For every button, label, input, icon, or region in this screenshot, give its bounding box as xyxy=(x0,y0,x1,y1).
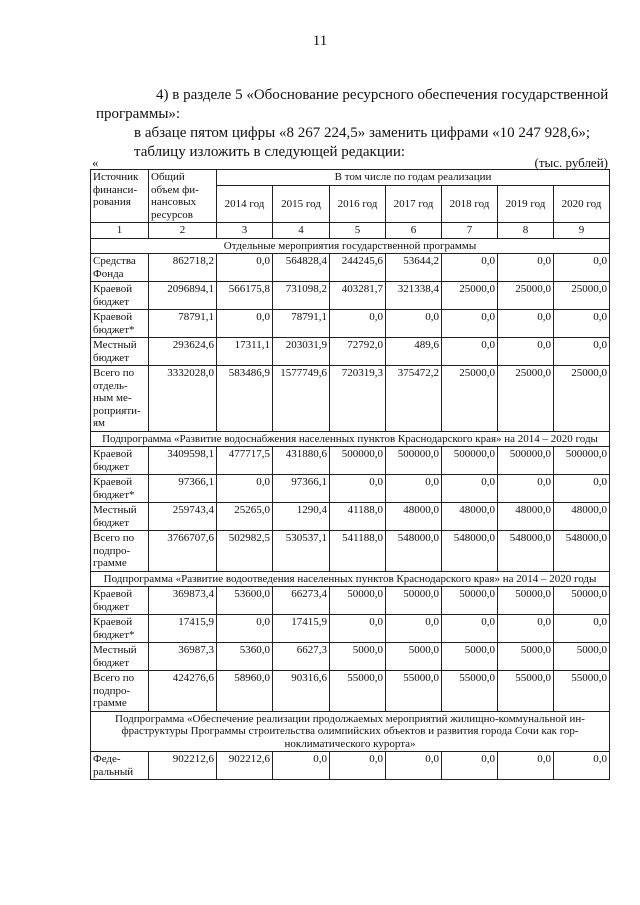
cell-year-value: 500000,0 xyxy=(330,447,386,475)
row-label: Краевой бюджет xyxy=(91,447,149,475)
cell-year-value: 55000,0 xyxy=(554,671,610,712)
header-year: 2020 год xyxy=(554,186,610,223)
cell-year-value: 5000,0 xyxy=(442,643,498,671)
cell-year-value: 53600,0 xyxy=(217,587,273,615)
row-label: Краевой бюджет xyxy=(91,282,149,310)
cell-year-value: 0,0 xyxy=(554,254,610,282)
row-label: Местный бюджет xyxy=(91,503,149,531)
header-year: 2015 год xyxy=(273,186,330,223)
column-number: 6 xyxy=(386,223,442,239)
cell-year-value: 25000,0 xyxy=(554,282,610,310)
table-body xyxy=(91,238,610,780)
cell-year-value: 66273,4 xyxy=(273,587,330,615)
column-number: 3 xyxy=(217,223,273,239)
cell-year-value: 55000,0 xyxy=(330,671,386,712)
intro-line-4: таблицу изложить в следующей редакции: xyxy=(134,144,406,160)
cell-year-value: 48000,0 xyxy=(498,503,554,531)
cell-year-value: 5000,0 xyxy=(498,643,554,671)
cell-year-value: 5000,0 xyxy=(330,643,386,671)
cell-year-value: 0,0 xyxy=(498,310,554,338)
cell-year-value: 0,0 xyxy=(330,752,386,780)
cell-total: 36987,3 xyxy=(149,643,217,671)
cell-year-value: 720319,3 xyxy=(330,366,386,432)
cell-year-value: 500000,0 xyxy=(498,447,554,475)
cell-year-value: 902212,6 xyxy=(217,752,273,780)
cell-total: 3332028,0 xyxy=(149,366,217,432)
table-row xyxy=(91,643,610,671)
cell-year-value: 500000,0 xyxy=(554,447,610,475)
table-row xyxy=(91,366,610,432)
cell-year-value: 5000,0 xyxy=(386,643,442,671)
cell-year-value: 72792,0 xyxy=(330,338,386,366)
cell-year-value: 55000,0 xyxy=(442,671,498,712)
cell-year-value: 25000,0 xyxy=(442,366,498,432)
row-label: Краевой бюджет* xyxy=(91,475,149,503)
table-row xyxy=(91,254,610,282)
table-row xyxy=(91,503,610,531)
cell-year-value: 566175,8 xyxy=(217,282,273,310)
cell-year-value: 0,0 xyxy=(442,254,498,282)
table-row xyxy=(91,615,610,643)
cell-year-value: 0,0 xyxy=(498,475,554,503)
header-year: 2016 год xyxy=(330,186,386,223)
cell-year-value: 6627,3 xyxy=(273,643,330,671)
header-year: 2018 год xyxy=(442,186,498,223)
cell-year-value: 41188,0 xyxy=(330,503,386,531)
cell-year-value: 0,0 xyxy=(330,310,386,338)
row-label: Феде-ральный xyxy=(91,752,149,780)
page-number: 11 xyxy=(312,33,328,49)
cell-year-value: 203031,9 xyxy=(273,338,330,366)
cell-year-value: 731098,2 xyxy=(273,282,330,310)
cell-year-value: 0,0 xyxy=(217,615,273,643)
cell-year-value: 50000,0 xyxy=(386,587,442,615)
section-title: Подпрограмма «Развитие водоотведения населенных пунктов Краснодарского края» на 2014 – 2020 годы xyxy=(91,571,610,587)
intro-line-3: в абзаце пятом цифры «8 267 224,5» заменить цифрами «10 247 928,6»; xyxy=(134,125,591,141)
cell-year-value: 548000,0 xyxy=(386,531,442,572)
column-number: 1 xyxy=(91,223,149,239)
header-year: 2014 год xyxy=(217,186,273,223)
cell-year-value: 0,0 xyxy=(554,338,610,366)
cell-year-value: 25000,0 xyxy=(554,366,610,432)
cell-year-value: 0,0 xyxy=(554,475,610,503)
cell-year-value: 50000,0 xyxy=(442,587,498,615)
row-label: Местный бюджет xyxy=(91,338,149,366)
cell-year-value: 0,0 xyxy=(442,475,498,503)
quote-open: « xyxy=(92,155,99,170)
cell-year-value: 50000,0 xyxy=(554,587,610,615)
cell-total: 97366,1 xyxy=(149,475,217,503)
cell-year-value: 0,0 xyxy=(386,752,442,780)
column-number: 8 xyxy=(498,223,554,239)
cell-year-value: 244245,6 xyxy=(330,254,386,282)
cell-year-value: 48000,0 xyxy=(442,503,498,531)
table-row xyxy=(91,587,610,615)
cell-year-value: 0,0 xyxy=(217,310,273,338)
cell-year-value: 25000,0 xyxy=(498,282,554,310)
cell-year-value: 90316,6 xyxy=(273,671,330,712)
cell-year-value: 0,0 xyxy=(273,752,330,780)
column-number: 9 xyxy=(554,223,610,239)
cell-total: 2096894,1 xyxy=(149,282,217,310)
section-header-row xyxy=(91,571,610,587)
cell-year-value: 25000,0 xyxy=(442,282,498,310)
cell-year-value: 55000,0 xyxy=(498,671,554,712)
cell-year-value: 548000,0 xyxy=(442,531,498,572)
table-row xyxy=(91,310,610,338)
cell-total: 293624,6 xyxy=(149,338,217,366)
section-title: Подпрограмма «Развитие водоснабжения населенных пунктов Краснодарского края» на 2014 – 2020 годы xyxy=(91,431,610,447)
row-label: Средства Фонда xyxy=(91,254,149,282)
cell-year-value: 0,0 xyxy=(442,310,498,338)
cell-year-value: 0,0 xyxy=(554,752,610,780)
table-row xyxy=(91,282,610,310)
intro-line-1: 4) в разделе 5 «Обоснование ресурсного обеспечения государственной xyxy=(156,87,609,103)
cell-total: 424276,6 xyxy=(149,671,217,712)
intro-text xyxy=(96,86,616,162)
cell-year-value: 0,0 xyxy=(442,752,498,780)
column-number: 7 xyxy=(442,223,498,239)
cell-year-value: 0,0 xyxy=(217,475,273,503)
table-row xyxy=(91,447,610,475)
cell-total: 3766707,6 xyxy=(149,531,217,572)
cell-year-value: 548000,0 xyxy=(498,531,554,572)
row-label: Краевой бюджет xyxy=(91,587,149,615)
cell-year-value: 1577749,6 xyxy=(273,366,330,432)
cell-year-value: 0,0 xyxy=(498,752,554,780)
header-year: 2017 год xyxy=(386,186,442,223)
cell-year-value: 0,0 xyxy=(498,254,554,282)
cell-year-value: 0,0 xyxy=(498,338,554,366)
cell-year-value: 500000,0 xyxy=(442,447,498,475)
cell-year-value: 321338,4 xyxy=(386,282,442,310)
cell-year-value: 0,0 xyxy=(330,475,386,503)
cell-year-value: 541188,0 xyxy=(330,531,386,572)
cell-year-value: 0,0 xyxy=(442,338,498,366)
cell-year-value: 530537,1 xyxy=(273,531,330,572)
cell-year-value: 0,0 xyxy=(554,310,610,338)
cell-year-value: 55000,0 xyxy=(386,671,442,712)
cell-year-value: 0,0 xyxy=(498,615,554,643)
cell-year-value: 5000,0 xyxy=(554,643,610,671)
cell-total: 902212,6 xyxy=(149,752,217,780)
cell-year-value: 0,0 xyxy=(554,615,610,643)
cell-year-value: 502982,5 xyxy=(217,531,273,572)
row-label: Краевой бюджет* xyxy=(91,615,149,643)
cell-year-value: 0,0 xyxy=(217,254,273,282)
cell-year-value: 0,0 xyxy=(386,310,442,338)
row-label: Всего по подпро-грамме xyxy=(91,531,149,572)
header-years-group: В том числе по годам реализации xyxy=(217,170,610,186)
cell-year-value: 53644,2 xyxy=(386,254,442,282)
cell-year-value: 583486,9 xyxy=(217,366,273,432)
cell-year-value: 25265,0 xyxy=(217,503,273,531)
cell-year-value: 403281,7 xyxy=(330,282,386,310)
header-total: Общий объем фи-нансовых ресурсов xyxy=(149,170,217,223)
row-label: Всего по подпро-грамме xyxy=(91,671,149,712)
table-row xyxy=(91,671,610,712)
cell-year-value: 50000,0 xyxy=(498,587,554,615)
cell-year-value: 564828,4 xyxy=(273,254,330,282)
cell-year-value: 548000,0 xyxy=(554,531,610,572)
cell-year-value: 489,6 xyxy=(386,338,442,366)
cell-total: 17415,9 xyxy=(149,615,217,643)
row-label: Краевой бюджет* xyxy=(91,310,149,338)
column-number: 4 xyxy=(273,223,330,239)
table-row xyxy=(91,475,610,503)
header-source: Источник финанси-рования xyxy=(91,170,149,223)
table-row xyxy=(91,531,610,572)
cell-year-value: 50000,0 xyxy=(330,587,386,615)
cell-year-value: 0,0 xyxy=(386,475,442,503)
section-header-row xyxy=(91,238,610,254)
table-row xyxy=(91,338,610,366)
cell-year-value: 5360,0 xyxy=(217,643,273,671)
column-number: 2 xyxy=(149,223,217,239)
cell-total: 78791,1 xyxy=(149,310,217,338)
cell-year-value: 477717,5 xyxy=(217,447,273,475)
cell-year-value: 97366,1 xyxy=(273,475,330,503)
cell-year-value: 17415,9 xyxy=(273,615,330,643)
cell-year-value: 78791,1 xyxy=(273,310,330,338)
financing-table xyxy=(90,169,610,780)
column-number: 5 xyxy=(330,223,386,239)
cell-year-value: 0,0 xyxy=(442,615,498,643)
cell-year-value: 25000,0 xyxy=(498,366,554,432)
cell-year-value: 58960,0 xyxy=(217,671,273,712)
section-title: Отдельные мероприятия государственной программы xyxy=(91,238,610,254)
cell-year-value: 431880,6 xyxy=(273,447,330,475)
cell-total: 862718,2 xyxy=(149,254,217,282)
units-label: (тыс. рублей) xyxy=(534,155,608,170)
cell-year-value: 0,0 xyxy=(330,615,386,643)
section-header-row xyxy=(91,711,610,752)
row-label: Всего по отдель-ным ме-роприяти-ям xyxy=(91,366,149,432)
cell-total: 369873,4 xyxy=(149,587,217,615)
cell-total: 3409598,1 xyxy=(149,447,217,475)
cell-total: 259743,4 xyxy=(149,503,217,531)
cell-year-value: 0,0 xyxy=(386,615,442,643)
row-label: Местный бюджет xyxy=(91,643,149,671)
cell-year-value: 48000,0 xyxy=(386,503,442,531)
section-title: Подпрограмма «Обеспечение реализации продолжаемых мероприятий жилищно-коммунальной ин-фраструктуры Программы строительства олимпийских объектов и развития города Сочи как гор-ноклиматического курорта» xyxy=(91,711,610,752)
intro-line-2: программы»: xyxy=(96,106,181,122)
table-row xyxy=(91,752,610,780)
cell-year-value: 17311,1 xyxy=(217,338,273,366)
cell-year-value: 500000,0 xyxy=(386,447,442,475)
cell-year-value: 1290,4 xyxy=(273,503,330,531)
cell-year-value: 375472,2 xyxy=(386,366,442,432)
header-year: 2019 год xyxy=(498,186,554,223)
cell-year-value: 48000,0 xyxy=(554,503,610,531)
section-header-row xyxy=(91,431,610,447)
